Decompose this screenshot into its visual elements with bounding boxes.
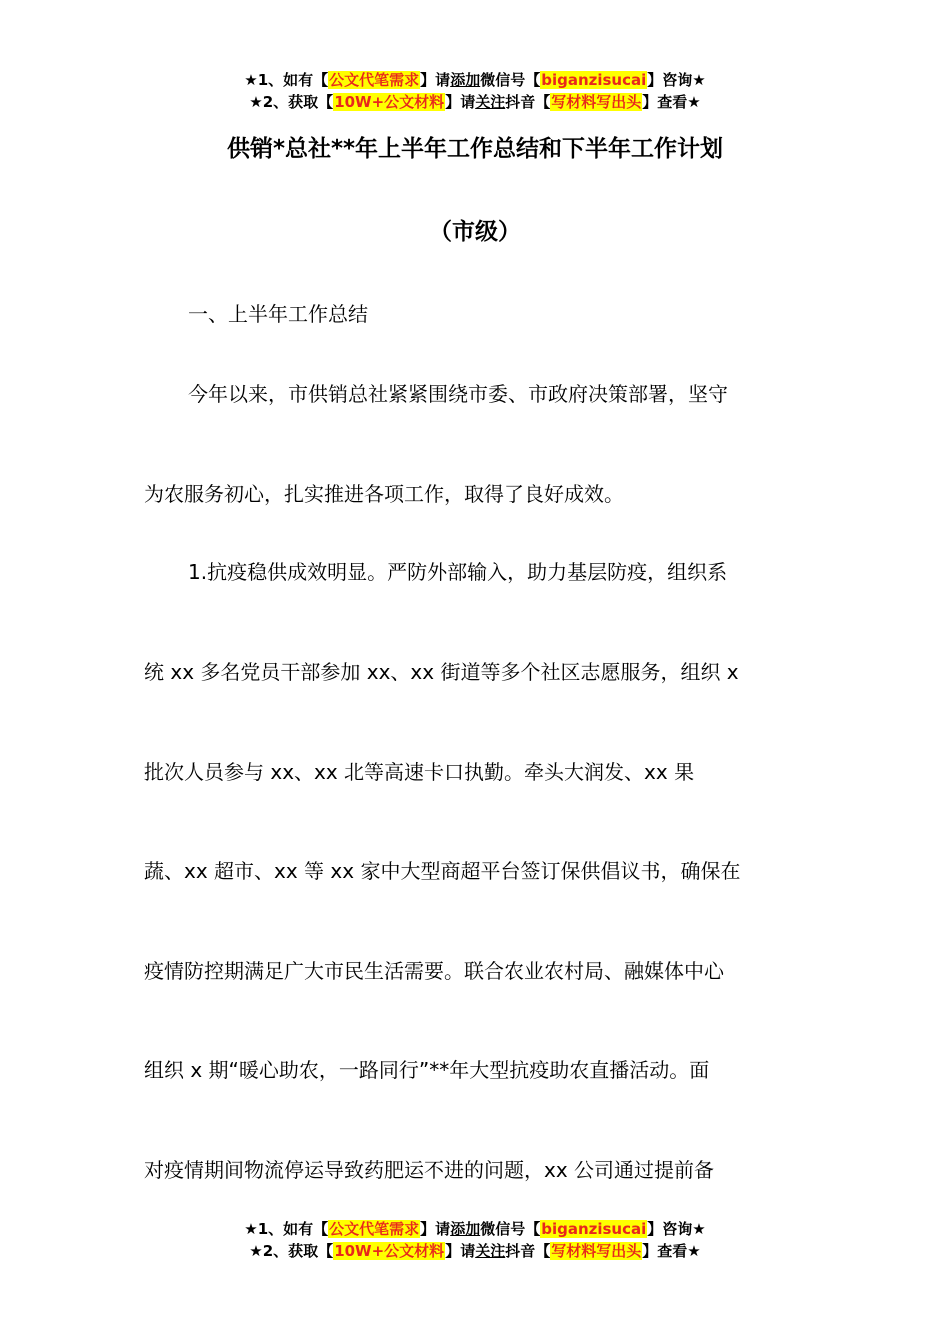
body-line: 统 xx 多名党员干部参加 xx、xx 街道等多个社区志愿服务，组织 x bbox=[144, 660, 739, 684]
wechat-id: biganzisucai bbox=[541, 71, 647, 89]
promo-text: 】请 bbox=[445, 1242, 476, 1260]
highlight-need: 公文代笔需求 bbox=[329, 1220, 420, 1238]
body-line: 组织 x 期“暖心助农，一路同行”**年大型抗疫助农直播活动。面 bbox=[144, 1058, 710, 1082]
document-subtitle: （市级） bbox=[429, 219, 521, 245]
promo-follow: 关注 bbox=[475, 93, 506, 111]
section-heading: 一、上半年工作总结 bbox=[188, 302, 368, 326]
highlight-need: 公文代笔需求 bbox=[329, 71, 420, 89]
promo-text: 】查看★ bbox=[642, 1242, 701, 1260]
douyin-name: 写材料写出头 bbox=[551, 1242, 642, 1260]
body-line: 1.抗疫稳供成效明显。严防外部输入，助力基层防疫，组织系 bbox=[188, 560, 728, 584]
highlight-material: 10W+公文材料 bbox=[334, 93, 445, 111]
promo-line-2 bbox=[0, 1240, 950, 1262]
promo-text: ★1、如有【 bbox=[244, 1220, 329, 1238]
promo-text: ★1、如有【 bbox=[244, 71, 329, 89]
body-line: 今年以来，市供销总社紧紧围绕市委、市政府决策部署，坚守 bbox=[188, 382, 728, 406]
promo-text: 】请 bbox=[420, 71, 451, 89]
wechat-id: biganzisucai bbox=[541, 1220, 647, 1238]
promo-follow: 关注 bbox=[475, 1242, 506, 1260]
promo-text: 】咨询★ bbox=[647, 71, 706, 89]
promo-text: 】咨询★ bbox=[647, 1220, 706, 1238]
promo-text: 抖音【 bbox=[505, 93, 551, 111]
douyin-name: 写材料写出头 bbox=[551, 93, 642, 111]
promo-text: 】请 bbox=[445, 93, 476, 111]
body-line: 为农服务初心，扎实推进各项工作，取得了良好成效。 bbox=[144, 482, 624, 506]
promo-text: 】请 bbox=[420, 1220, 451, 1238]
document-title: 供销*总社**年上半年工作总结和下半年工作计划 bbox=[226, 136, 724, 162]
promo-text: ★2、获取【 bbox=[249, 1242, 334, 1260]
promo-add: 添加 bbox=[450, 1220, 481, 1238]
promo-banner-top bbox=[0, 69, 950, 113]
body-line: 对疫情期间物流停运导致药肥运不进的问题，xx 公司通过提前备 bbox=[144, 1158, 715, 1182]
promo-text: ★2、获取【 bbox=[249, 93, 334, 111]
promo-line-1 bbox=[0, 1218, 950, 1240]
highlight-material: 10W+公文材料 bbox=[334, 1242, 445, 1260]
promo-text: 】查看★ bbox=[642, 93, 701, 111]
promo-text: 抖音【 bbox=[505, 1242, 551, 1260]
promo-line-1 bbox=[0, 69, 950, 91]
promo-text: 微信号【 bbox=[480, 71, 541, 89]
promo-line-2 bbox=[0, 91, 950, 113]
promo-add: 添加 bbox=[450, 71, 481, 89]
promo-text: 微信号【 bbox=[480, 1220, 541, 1238]
promo-banner-bottom bbox=[0, 1218, 950, 1262]
body-line: 批次人员参与 xx、xx 北等高速卡口执勤。牵头大润发、xx 果 bbox=[144, 760, 695, 784]
body-line: 蔬、xx 超市、xx 等 xx 家中大型商超平台签订保供倡议书，确保在 bbox=[144, 859, 741, 883]
body-line: 疫情防控期满足广大市民生活需要。联合农业农村局、融媒体中心 bbox=[144, 959, 724, 983]
